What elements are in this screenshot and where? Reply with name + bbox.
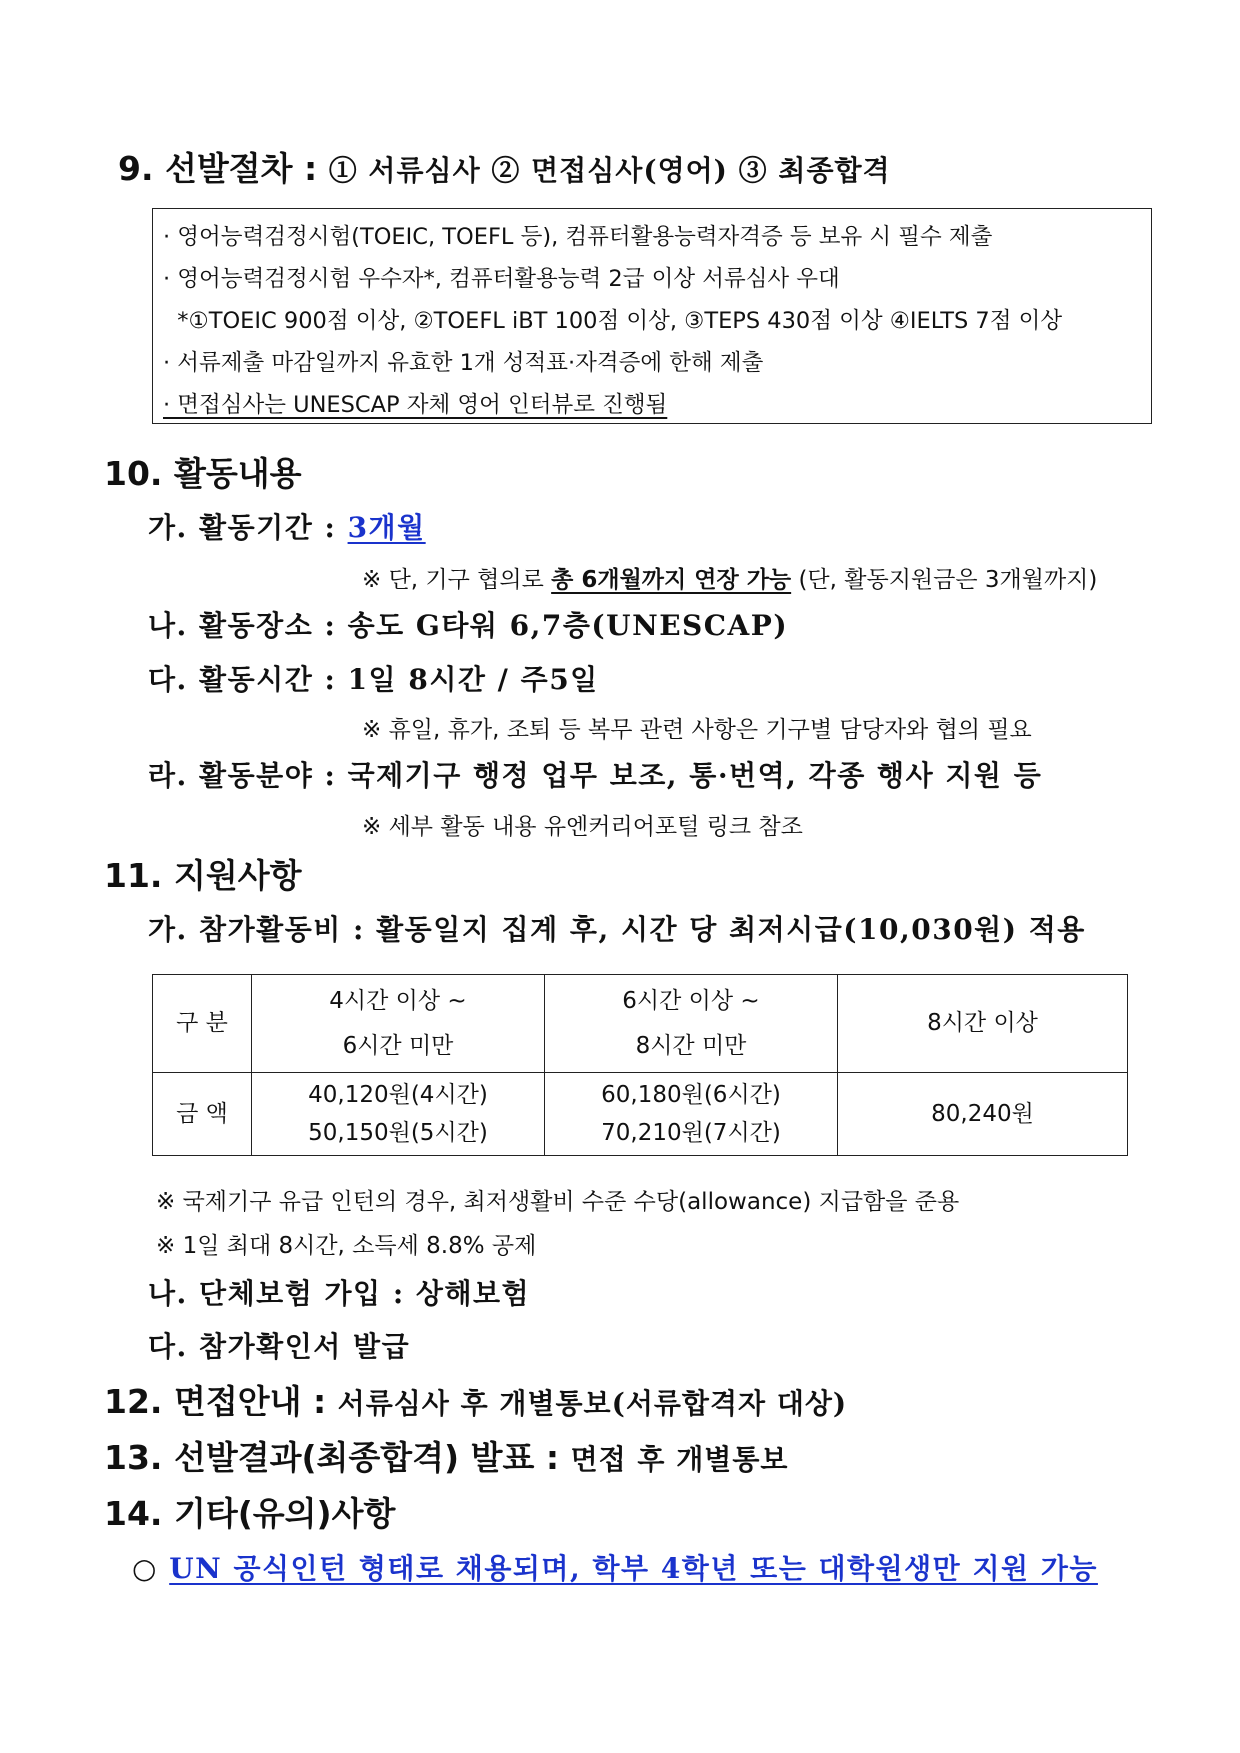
box-line-5: · 면접심사는 UNESCAP 자체 영어 인터뷰로 진행됨: [163, 392, 668, 418]
table-row: [153, 1073, 1128, 1156]
section-14-title: 14. 기타(유의)사항: [104, 1494, 396, 1533]
cell-5h: 50,150원(5시간): [308, 1120, 488, 1147]
section-11-title: 11. 지원사항: [104, 856, 302, 895]
header-4to6: [252, 975, 545, 1073]
box-line-2: · 영어능력검정시험 우수자*, 컴퓨터활용능력 2급 이상 서류심사 우대: [163, 266, 840, 292]
activity-field-note: ※ 세부 활동 내용 유엔커리어포털 링크 참조: [362, 814, 803, 840]
section-9-steps: ① 서류심사 ② 면접심사(영어) ③ 최종합격: [328, 154, 891, 187]
header-category: 구 분: [153, 975, 252, 1073]
section-9-heading: [118, 143, 891, 190]
row-amount-label: 금 액: [153, 1073, 252, 1156]
cell-8h: 80,240원: [838, 1073, 1128, 1156]
note-extension: 총 6개월까지 연장 가능: [551, 567, 792, 593]
allowance-note: ※ 국제기구 유급 인턴의 경우, 최저생활비 수준 수당(allowance) 지급함을 준용: [156, 1189, 960, 1215]
section-13-title: 13. 선발결과(최종합격) 발표 :: [104, 1438, 560, 1477]
section-13-text: 면접 후 개별통보: [570, 1443, 789, 1476]
table-header-row: [153, 975, 1128, 1073]
section-13-heading: [104, 1432, 788, 1479]
box-line-1: · 영어능력검정시험(TOEIC, TOEFL 등), 컴퓨터활용능력자격증 등 보유 시 필수 제출: [163, 224, 993, 250]
activity-period-note: [362, 561, 1097, 594]
section-10-title: 10. 활동내용: [104, 454, 302, 493]
activity-hours-note: ※ 휴일, 휴가, 조퇴 등 복무 관련 사항은 기구별 담당자와 협의 필요: [362, 717, 1032, 743]
box-line-3: *①TOEIC 900점 이상, ②TOEFL iBT 100점 이상, ③TEPS 430점 이상 ④IELTS 7점 이상: [163, 308, 1063, 334]
section-9-title: 9. 선발절차 :: [118, 149, 318, 188]
notice-item: [132, 1547, 1098, 1587]
section-12-text: 서류심사 후 개별통보(서류합격자 대상): [337, 1387, 848, 1420]
cell-4to6: [252, 1073, 545, 1156]
header-4to6-line2: 6시간 미만: [342, 1032, 454, 1059]
header-6to8-line1: 6시간 이상 ~: [622, 987, 760, 1014]
activity-period-label: 가. 활동기간 :: [148, 511, 337, 544]
cell-6h: 60,180원(6시간): [601, 1082, 781, 1109]
activity-field: 라. 활동분야 : 국제기구 행정 업무 보조, 통·번역, 각종 행사 지원 등: [148, 759, 1043, 792]
header-6to8-line2: 8시간 미만: [635, 1032, 747, 1059]
header-8plus: 8시간 이상: [838, 975, 1128, 1073]
cell-6to8: [545, 1073, 838, 1156]
participation-certificate: 다. 참가확인서 발급: [148, 1330, 411, 1363]
notice-text: UN 공식인턴 형태로 채용되며, 학부 4학년 또는 대학원생만 지원 가능: [169, 1552, 1098, 1585]
note-suffix: (단, 활동지원금은 3개월까지): [791, 567, 1098, 593]
box-line-4: · 서류제출 마감일까지 유효한 1개 성적표·자격증에 한해 제출: [163, 350, 764, 376]
activity-period-value: 3개월: [347, 511, 426, 544]
header-6to8: [545, 975, 838, 1073]
activity-location: 나. 활동장소 : 송도 G타워 6,7층(UNESCAP): [148, 609, 789, 642]
pay-table: [152, 974, 1128, 1156]
selection-notes-box: [152, 208, 1152, 424]
cell-7h: 70,210원(7시간): [601, 1120, 781, 1147]
note-prefix: ※ 단, 기구 협의로: [362, 567, 552, 593]
cell-4h: 40,120원(4시간): [308, 1082, 488, 1109]
header-4to6-line1: 4시간 이상 ~: [329, 987, 467, 1014]
activity-hours: 다. 활동시간 : 1일 8시간 / 주5일: [148, 663, 599, 696]
activity-period: [148, 506, 426, 546]
participation-fee: 가. 참가활동비 : 활동일지 집계 후, 시간 당 최저시급(10,030원) 적용: [148, 913, 1086, 946]
section-12-heading: [104, 1376, 847, 1423]
tax-note: ※ 1일 최대 8시간, 소득세 8.8% 공제: [156, 1233, 537, 1259]
bullet-icon: ○: [132, 1552, 158, 1585]
section-12-title: 12. 면접안내 :: [104, 1382, 327, 1421]
group-insurance: 나. 단체보험 가입 : 상해보험: [148, 1277, 531, 1310]
